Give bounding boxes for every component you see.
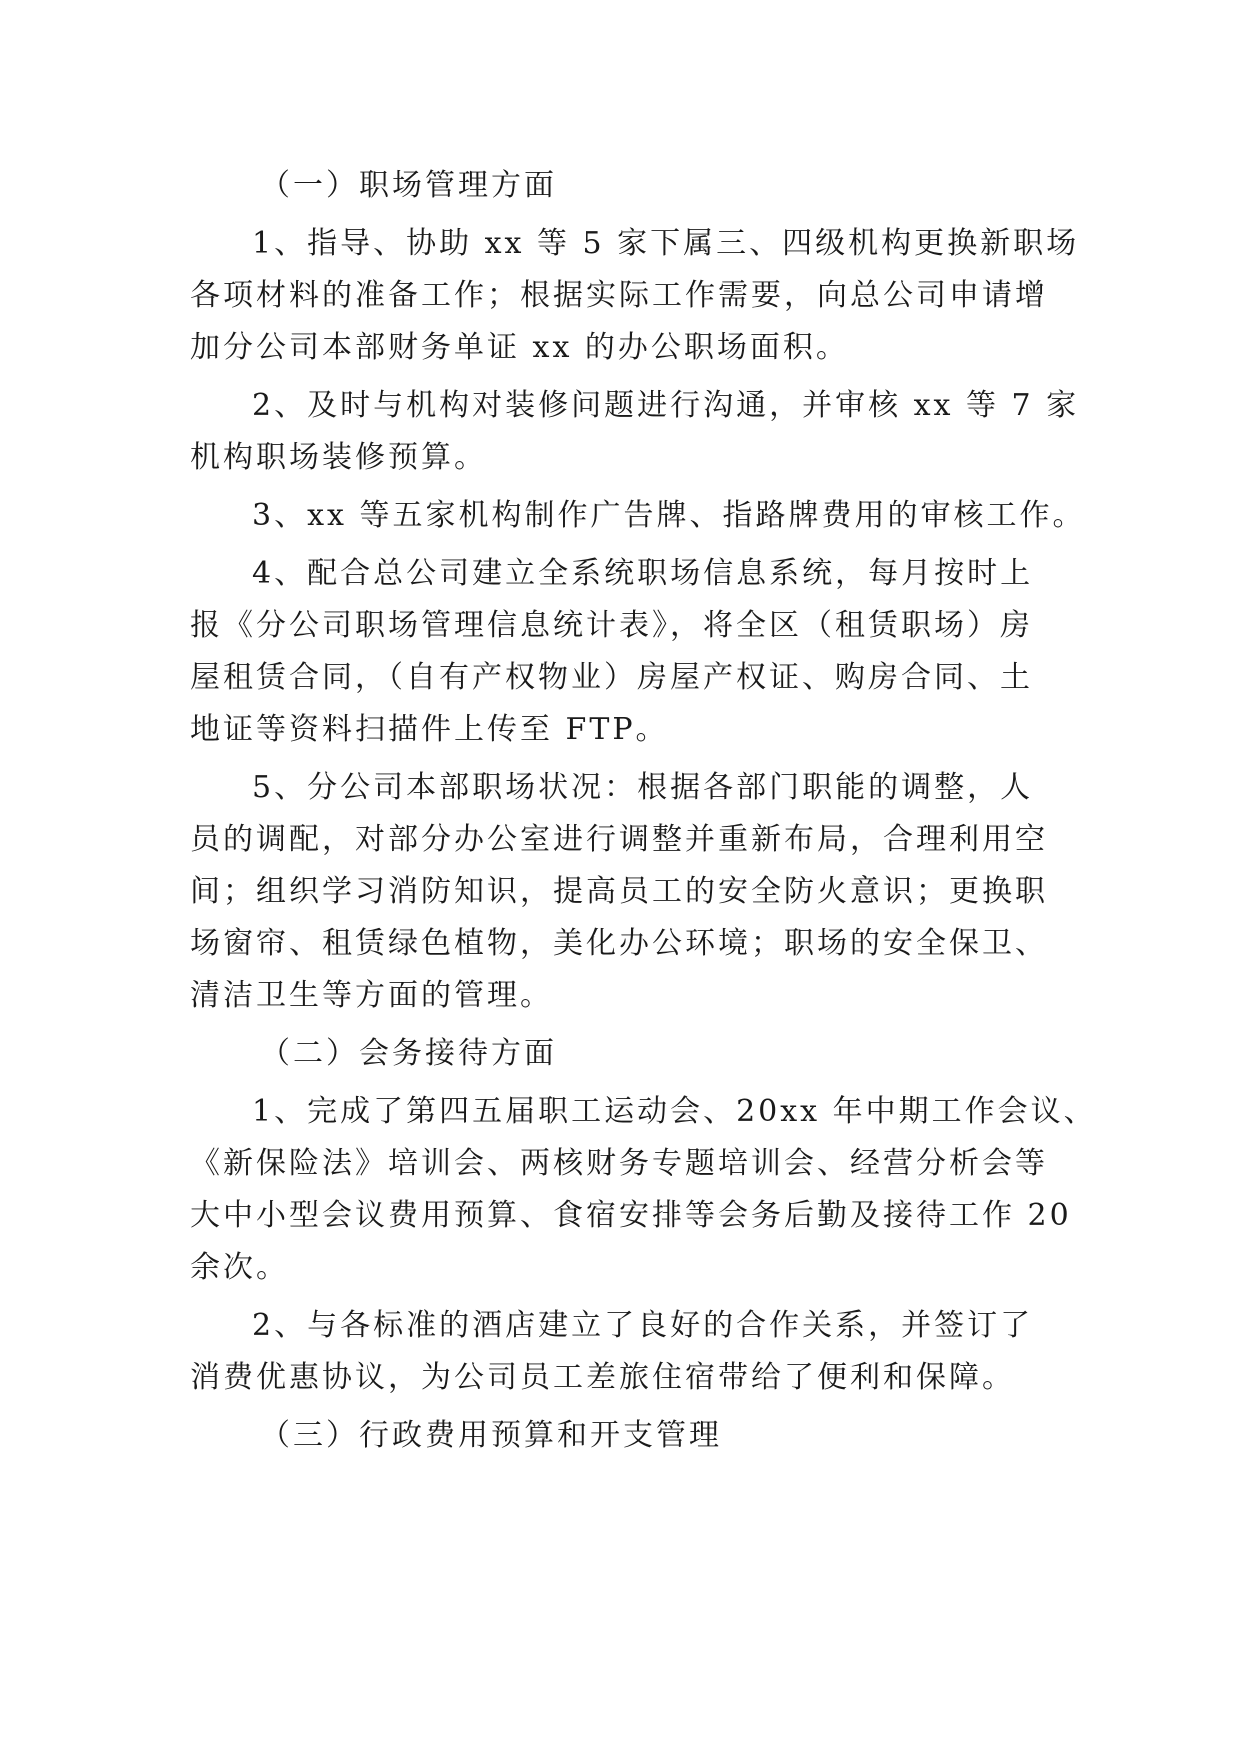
text-line: 5、分公司本部职场状况：根据各部门职能的调整，人 <box>252 770 1034 805</box>
section-heading-2: （二）会务接待方面 <box>260 1036 557 1071</box>
paragraph-1-4 <box>190 548 1090 756</box>
text-line: 大中小型会议费用预算、食宿安排等会务后勤及接待工作 20 <box>190 1198 1072 1233</box>
section-heading-3: （三）行政费用预算和开支管理 <box>260 1418 722 1453</box>
text-line: 2、与各标准的酒店建立了良好的合作关系，并签订了 <box>252 1308 1034 1343</box>
text-line: 间；组织学习消防知识，提高员工的安全防火意识；更换职 <box>190 874 1048 909</box>
section-heading-1: （一）职场管理方面 <box>260 168 557 203</box>
text-line: 地证等资料扫描件上传至 FTP。 <box>190 712 669 747</box>
text-line: 余次。 <box>190 1250 289 1285</box>
paragraph-1-3 <box>190 490 1090 542</box>
paragraph-2-2 <box>190 1300 1090 1404</box>
text-line: 3、xx 等五家机构制作广告牌、指路牌费用的审核工作。 <box>252 498 1086 533</box>
text-line: 消费优惠协议，为公司员工差旅住宿带给了便利和保障。 <box>190 1360 1015 1395</box>
text-line: 屋租赁合同，（自有产权物业）房屋产权证、购房合同、土 <box>190 660 1033 695</box>
paragraph-1-2 <box>190 380 1090 484</box>
text-line: 《新保险法》培训会、两核财务专题培训会、经营分析会等 <box>190 1146 1048 1181</box>
text-line: 清洁卫生等方面的管理。 <box>190 978 553 1013</box>
text-line: 1、指导、协助 xx 等 5 家下属三、四级机构更换新职场 <box>252 226 1080 261</box>
text-line: 4、配合总公司建立全系统职场信息系统，每月按时上 <box>252 556 1034 591</box>
text-line: 员的调配，对部分办公室进行调整并重新布局，合理利用空 <box>190 822 1048 857</box>
document-body <box>190 160 1097 1468</box>
paragraph-2-1 <box>190 1086 1097 1294</box>
text-line: 报《分公司职场管理信息统计表》，将全区（租赁职场）房 <box>190 608 1033 643</box>
text-line: 2、及时与机构对装修问题进行沟通，并审核 xx 等 7 家 <box>252 388 1080 423</box>
text-line: 加分公司本部财务单证 xx 的办公职场面积。 <box>190 330 849 365</box>
text-line: 场窗帘、租赁绿色植物，美化办公环境；职场的安全保卫、 <box>190 926 1048 961</box>
text-line: 机构职场装修预算。 <box>190 440 487 475</box>
paragraph-1-1 <box>190 218 1090 374</box>
text-line: 各项材料的准备工作；根据实际工作需要，向总公司申请增 <box>190 278 1048 313</box>
paragraph-1-5 <box>190 762 1090 1022</box>
text-line: 1、完成了第四五届职工运动会、20xx 年中期工作会议、 <box>252 1094 1097 1129</box>
